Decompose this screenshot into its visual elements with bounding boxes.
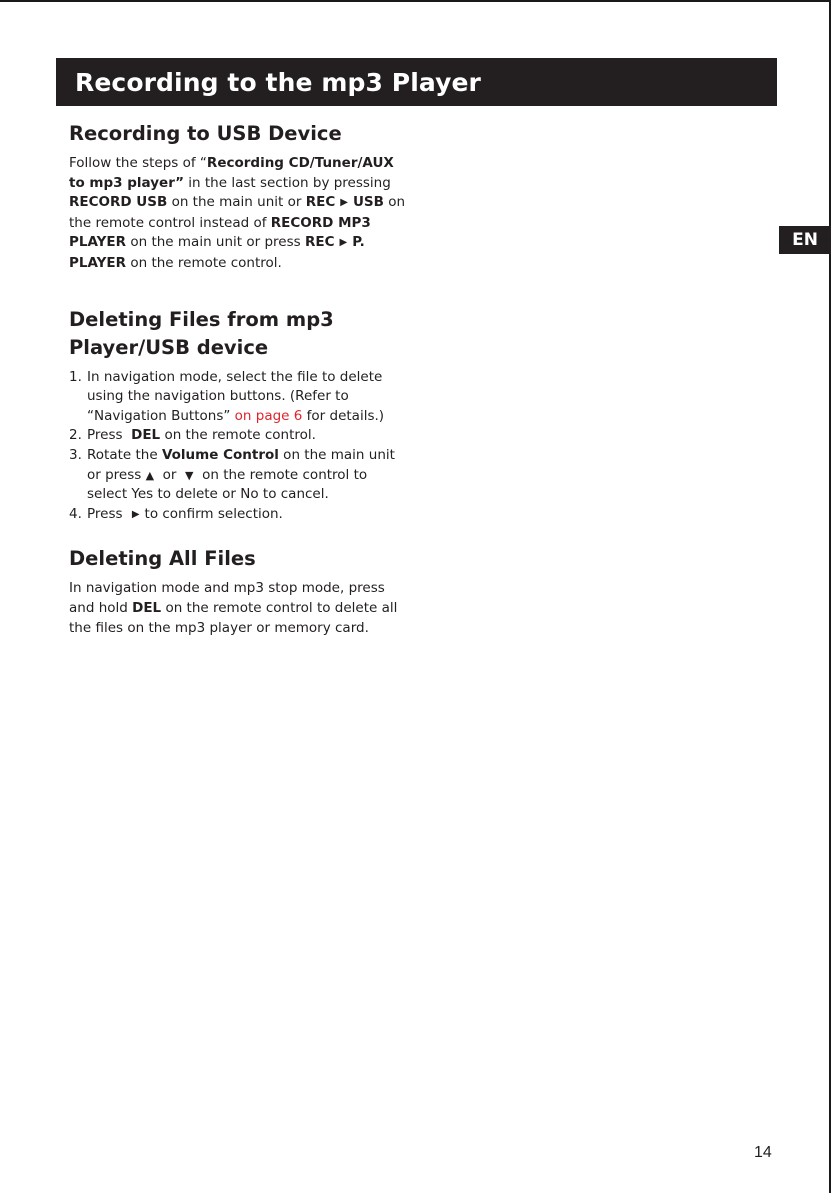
section-heading: Deleting All Files [69, 547, 256, 571]
content-column [69, 120, 409, 638]
list-item [69, 368, 409, 427]
bold-text: REC [304, 234, 335, 251]
text: In navigation mode, select the file to delete using the navigation buttons. (Refer to “Navigation Buttons” [87, 368, 383, 424]
step-number: 4. [69, 505, 82, 522]
text: on the remote control to select Yes to delete or No to cancel. [87, 466, 372, 503]
bold-text: RECORD MP3 PLAYER [69, 214, 371, 251]
section-deleting-files [69, 306, 409, 526]
section-deleting-all [69, 545, 409, 638]
steps-list [69, 368, 409, 526]
bold-text: P. PLAYER [69, 234, 365, 271]
page-number: 14 [754, 1144, 772, 1161]
bold-text: DEL [131, 427, 161, 444]
text: on the main unit or [167, 194, 306, 211]
text: for details.) [302, 407, 385, 424]
text: or [154, 466, 186, 483]
bold-text: RECORD USB [69, 194, 168, 211]
top-rule [0, 0, 831, 2]
page-title: Recording to the mp3 Player [75, 68, 481, 97]
bold-text: Volume Control [161, 446, 279, 463]
text: in the last section by pressing [183, 174, 391, 191]
text: on the remote control to delete all the files on the mp3 player or memory card. [69, 599, 398, 636]
step-number: 3. [69, 446, 82, 463]
text: Press [87, 505, 127, 522]
section-heading [69, 306, 409, 362]
section-paragraph [69, 154, 409, 274]
language-tab: EN [779, 226, 831, 254]
text: to confirm selection. [144, 505, 283, 522]
text: Follow the steps of “ [69, 155, 207, 171]
page-link[interactable]: on page 6 [234, 407, 303, 424]
text: on the main unit or press [87, 446, 395, 483]
text: Press [87, 427, 132, 444]
bold-text: Recording CD/Tuner/AUX to mp3 player” [69, 155, 394, 191]
bold-text: USB [352, 194, 384, 211]
step-number: 1. [69, 368, 82, 385]
up-arrow-icon: ▲ [145, 468, 155, 482]
bold-text: DEL [132, 599, 162, 616]
section-recording-usb [69, 120, 409, 274]
text: on the remote control. [126, 254, 282, 271]
text: on the main unit or press [126, 234, 305, 251]
play-icon: ▶ [340, 197, 348, 209]
list-item [69, 426, 409, 446]
play-icon: ▶ [339, 237, 348, 249]
text: on the remote control. [160, 427, 316, 444]
step-number: 2. [69, 427, 82, 444]
down-arrow-icon: ▼ [185, 468, 194, 482]
list-item [69, 446, 409, 505]
text: In navigation mode and mp3 stop mode, press and hold [69, 580, 385, 616]
heading-line: Deleting Files from mp3 [69, 307, 334, 331]
text: Rotate the [87, 446, 162, 463]
section-paragraph [69, 579, 409, 638]
bold-text: REC [305, 194, 336, 211]
heading-line: Player/USB device [69, 335, 269, 359]
list-item [69, 505, 409, 526]
play-icon: ▶ [131, 508, 140, 520]
text: on the remote control instead of [69, 194, 406, 231]
title-bar [56, 58, 777, 106]
section-heading: Recording to USB Device [69, 122, 342, 145]
